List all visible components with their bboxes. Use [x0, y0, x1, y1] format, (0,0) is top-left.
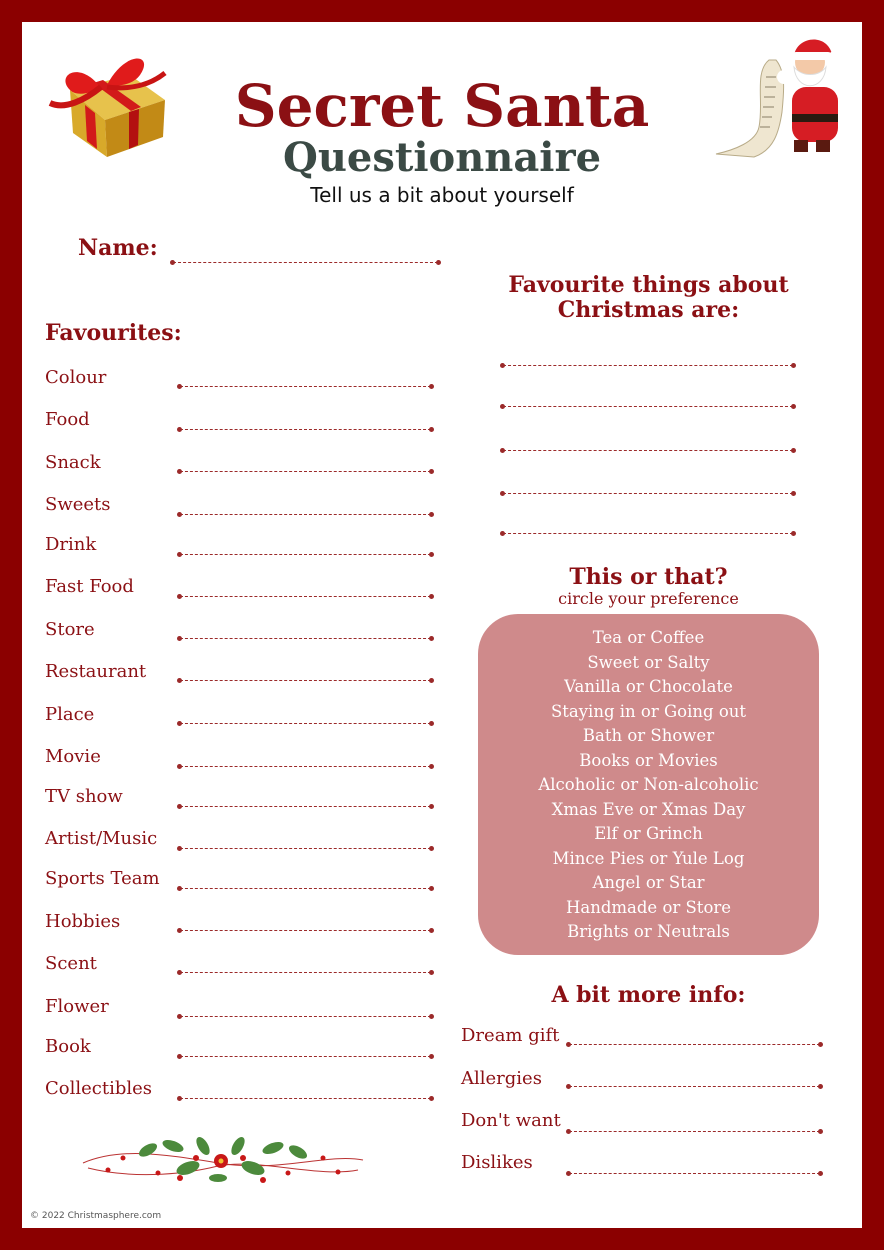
favourite-answer-line[interactable]	[180, 596, 431, 597]
favourite-label: Food	[45, 409, 90, 430]
preference-option[interactable]: Bath or Shower	[582, 726, 715, 745]
preference-option[interactable]: Tea or Coffee	[592, 628, 705, 647]
more-info-label: Don't want	[461, 1110, 561, 1131]
preference-option[interactable]: Sweet or Salty	[587, 652, 710, 672]
favourite-label: Artist/Music	[45, 828, 158, 849]
preference-option[interactable]: Xmas Eve or Xmas Day	[551, 799, 746, 819]
preference-option[interactable]: Books or Movies	[579, 750, 718, 770]
preference-option[interactable]: Handmade or Store	[565, 897, 732, 917]
favourite-answer-line[interactable]	[180, 723, 431, 724]
favourite-label: Store	[45, 619, 95, 640]
favourite-answer-line[interactable]	[180, 972, 431, 973]
christmas-line[interactable]	[503, 406, 793, 407]
favourite-label: Book	[45, 1036, 91, 1057]
favourite-label: Fast Food	[45, 576, 134, 597]
name-label: Name:	[78, 235, 158, 261]
holly-garland-icon	[78, 1128, 368, 1198]
name-line[interactable]	[173, 262, 438, 263]
christmas-line[interactable]	[503, 450, 793, 451]
christmas-heading-line1: Favourite things about	[508, 272, 789, 298]
favourite-answer-line[interactable]	[180, 638, 431, 639]
more-info-label: Dislikes	[461, 1152, 533, 1173]
favourite-label: Collectibles	[45, 1078, 153, 1099]
favourite-label: Place	[45, 704, 95, 725]
favourite-label: Snack	[45, 452, 101, 473]
favourite-answer-line[interactable]	[180, 1016, 431, 1017]
favourite-answer-line[interactable]	[180, 680, 431, 681]
more-info-heading: A bit more info:	[551, 982, 746, 1008]
favourite-answer-line[interactable]	[180, 471, 431, 472]
preference-option[interactable]: Elf or Grinch	[594, 824, 703, 843]
favourite-answer-line[interactable]	[180, 1056, 431, 1057]
favourite-label: Flower	[45, 996, 109, 1017]
more-info-answer-line[interactable]	[569, 1131, 820, 1132]
favourite-answer-line[interactable]	[180, 888, 431, 889]
favourite-label: TV show	[45, 786, 123, 807]
favourite-label: Hobbies	[45, 911, 121, 932]
favourite-label: Scent	[45, 953, 97, 974]
favourite-answer-line[interactable]	[180, 806, 431, 807]
more-info-label: Dream gift	[461, 1025, 560, 1046]
favourite-answer-line[interactable]	[180, 386, 431, 387]
favourite-answer-line[interactable]	[180, 429, 431, 430]
favourite-label: Restaurant	[45, 661, 147, 682]
preference-option[interactable]: Brights or Neutrals	[567, 922, 730, 941]
favourite-label: Sweets	[45, 494, 111, 515]
favourite-answer-line[interactable]	[180, 848, 431, 849]
favourite-label: Sports Team	[45, 868, 160, 889]
preference-option[interactable]: Staying in or Going out	[550, 701, 747, 721]
preference-option[interactable]: Alcoholic or Non-alcoholic	[538, 775, 759, 794]
more-info-label: Allergies	[461, 1068, 542, 1089]
favourite-answer-line[interactable]	[180, 1098, 431, 1099]
preference-option[interactable]: Mince Pies or Yule Log	[552, 848, 745, 868]
christmas-line[interactable]	[503, 533, 793, 534]
favourite-answer-line[interactable]	[180, 514, 431, 515]
more-info-answer-line[interactable]	[569, 1086, 820, 1087]
favourites-heading: Favourites:	[45, 320, 182, 346]
preference-option[interactable]: Vanilla or Chocolate	[564, 677, 733, 696]
page-subtitle-title: Questionnaire	[282, 134, 602, 181]
this-or-that-instruction: circle your preference	[558, 589, 739, 608]
preference-option[interactable]: Angel or Star	[592, 873, 705, 892]
more-info-answer-line[interactable]	[569, 1044, 820, 1045]
favourite-label: Drink	[45, 534, 97, 555]
page-tagline: Tell us a bit about yourself	[310, 183, 574, 207]
favourite-label: Movie	[45, 746, 101, 767]
favourite-answer-line[interactable]	[180, 766, 431, 767]
this-or-that-heading: This or that?	[569, 564, 728, 590]
favourite-label: Colour	[45, 367, 107, 388]
favourite-answer-line[interactable]	[180, 930, 431, 931]
more-info-answer-line[interactable]	[569, 1173, 820, 1174]
copyright-text: © 2022 Christmasphere.com	[30, 1211, 162, 1221]
christmas-heading-line2: Christmas are:	[557, 297, 740, 323]
christmas-line[interactable]	[503, 493, 793, 494]
christmas-line[interactable]	[503, 365, 793, 366]
this-or-that-box	[478, 614, 819, 955]
page-title: Secret Santa	[234, 72, 650, 140]
favourite-answer-line[interactable]	[180, 554, 431, 555]
